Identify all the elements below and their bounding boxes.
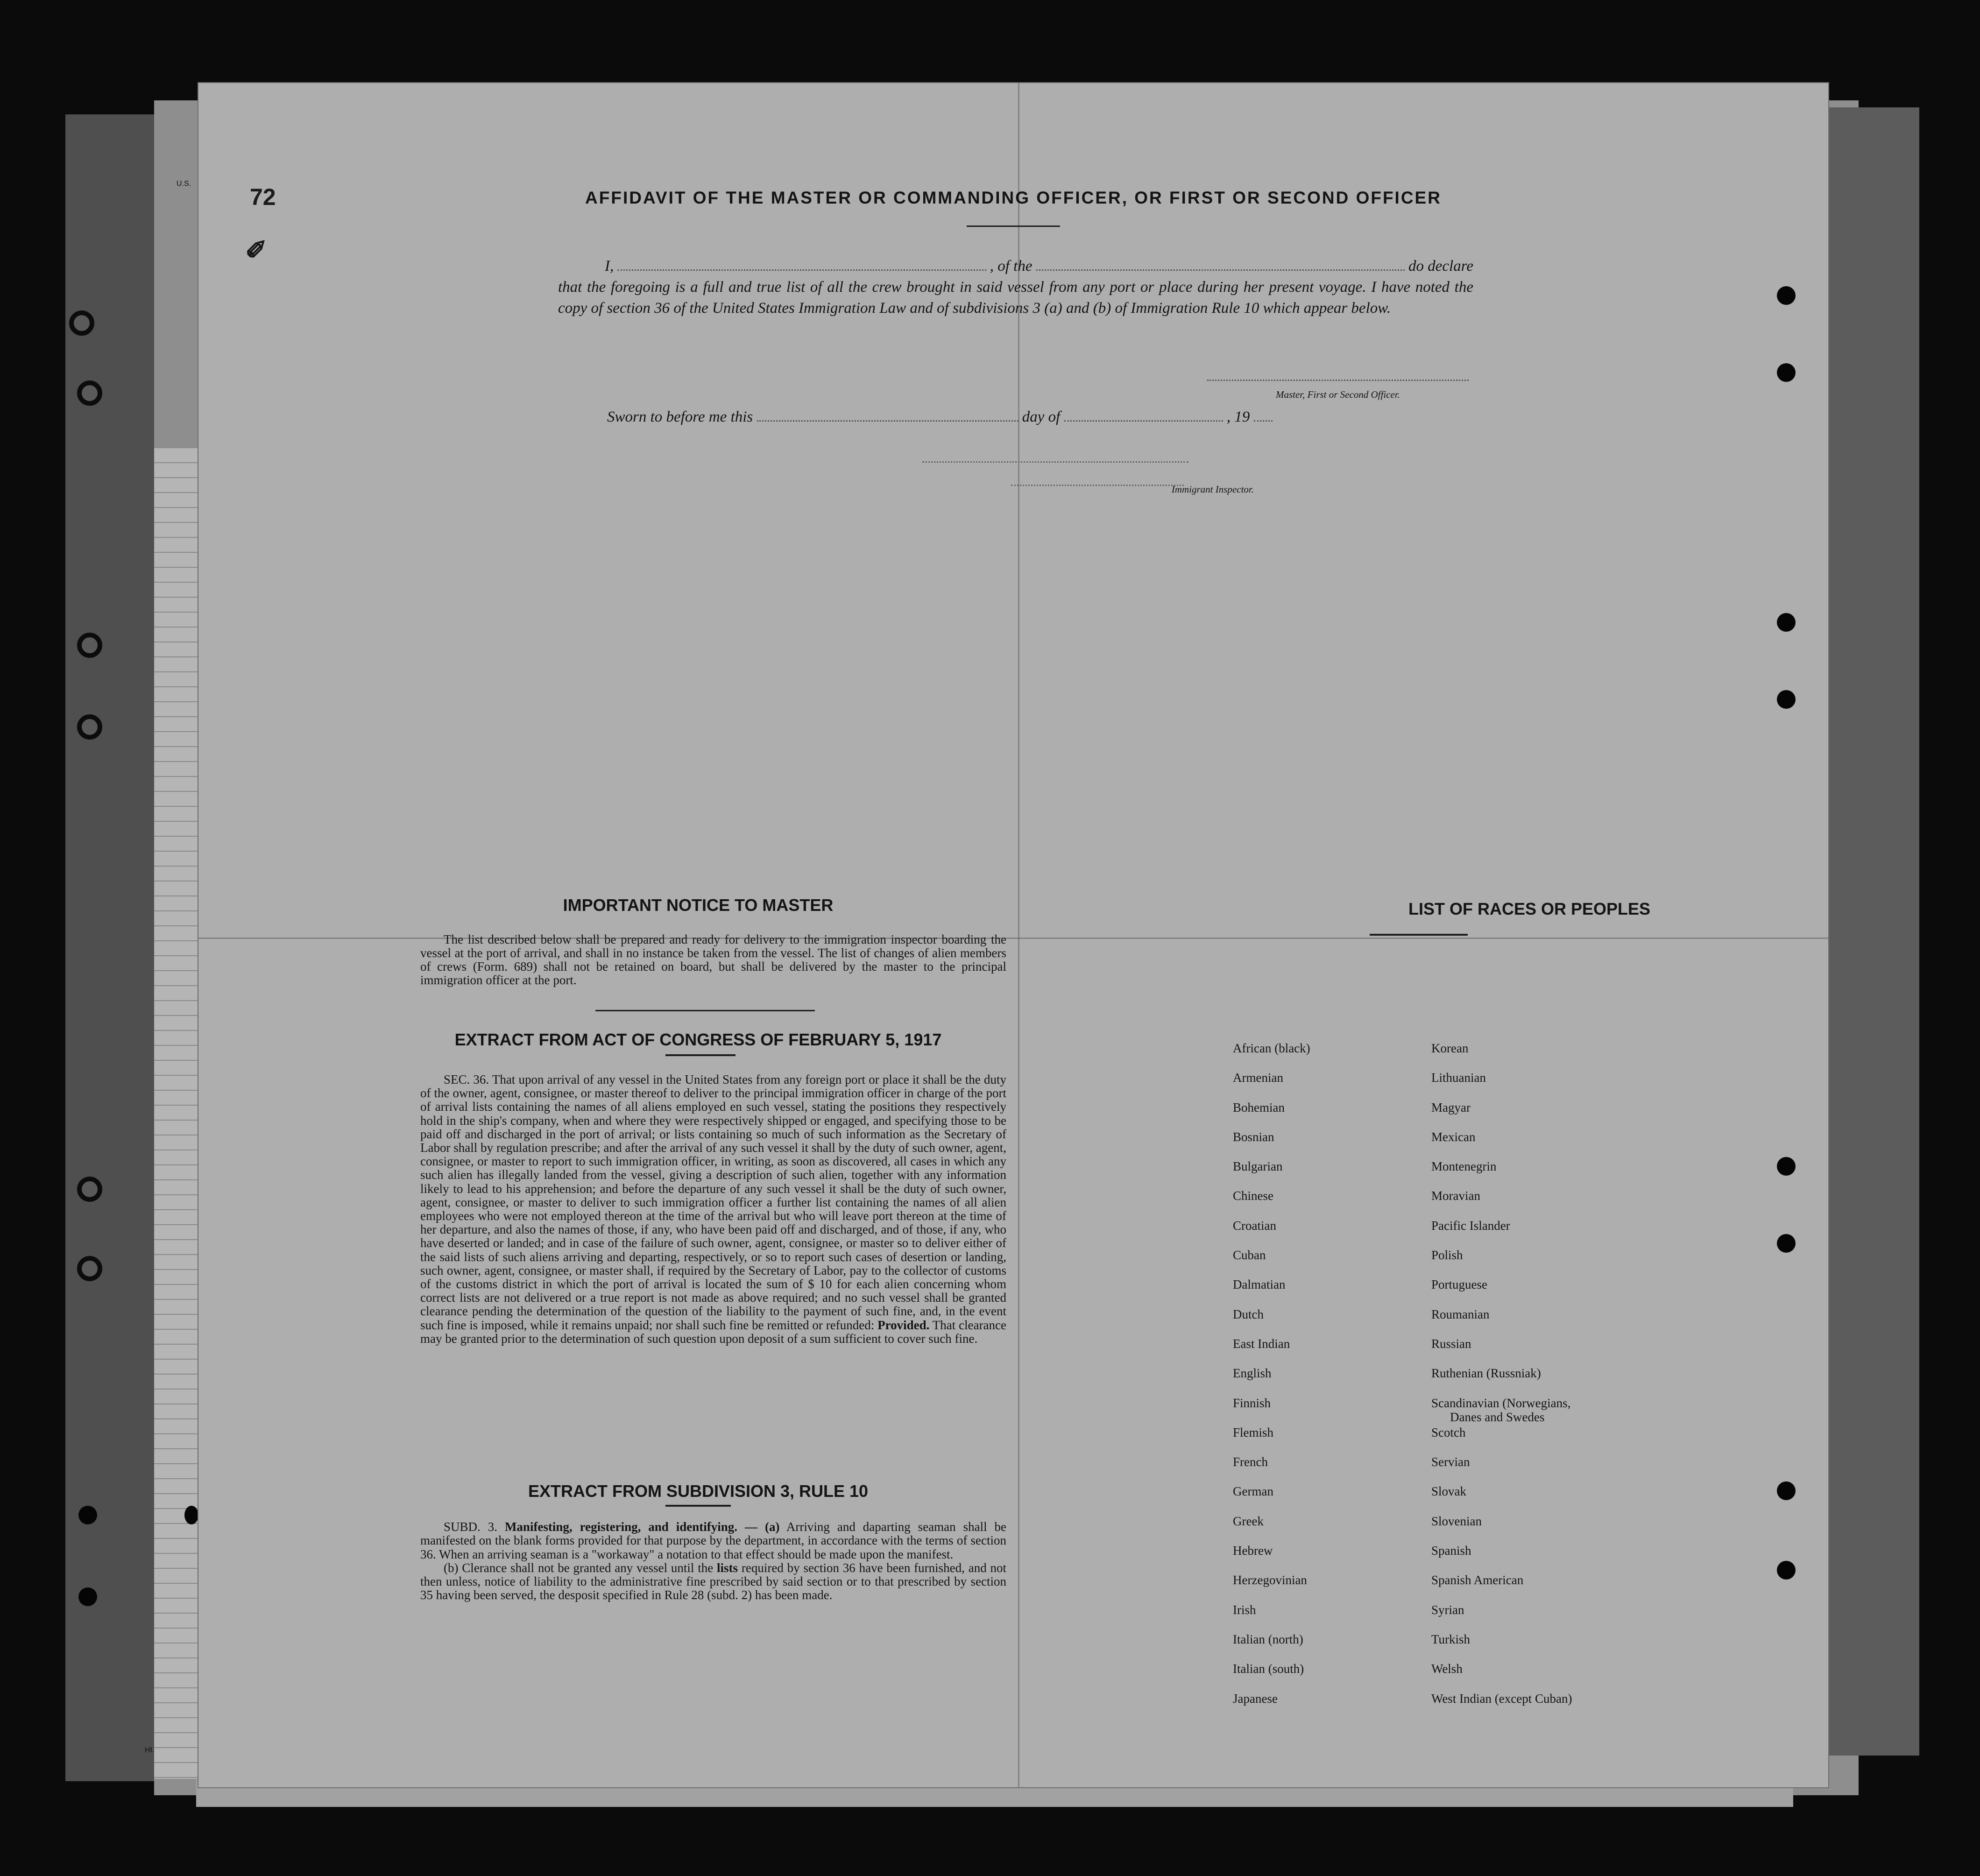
- sec36-body: [420, 1073, 1006, 1346]
- race-item: Bosnian: [1233, 1129, 1274, 1144]
- races-column-1: [1233, 1041, 1429, 1721]
- subd-heading: Manifesting, registering, and identifying.: [504, 1520, 738, 1534]
- underlying-bottom-code: HI.: [145, 1746, 155, 1754]
- punch-hole: [1777, 1234, 1796, 1253]
- race-item: Welsh: [1431, 1662, 1463, 1676]
- race-item: Portuguese: [1431, 1277, 1487, 1292]
- punch-hole: [1777, 1157, 1796, 1176]
- race-item: Irish: [1233, 1602, 1256, 1617]
- section-divider: [595, 1010, 815, 1011]
- officer-name-field[interactable]: [617, 269, 986, 271]
- punch-hole: [78, 1506, 97, 1524]
- race-item: Bohemian: [1233, 1100, 1285, 1114]
- race-item-two-line: [1431, 1396, 1711, 1425]
- race-item: African (black): [1233, 1041, 1310, 1055]
- subd3-paragraph-b: [420, 1561, 1006, 1602]
- race-item: Spanish American: [1431, 1573, 1524, 1587]
- race-item: Dalmatian: [1233, 1277, 1286, 1292]
- punch-hole: [1777, 1561, 1796, 1580]
- race-item: West Indian (except Cuban): [1431, 1691, 1572, 1706]
- subd-lead: SUBD. 3.: [444, 1520, 497, 1534]
- sec36-text: SEC. 36. That upon arrival of any vessel in the United States from any foreign port or place it shall be the duty of the owner, agent, consignee, or master thereof to deliver to the principal immigration officer in charge of the port of arrival lists containing the names of all aliens employed en such vessel, stating the positions they respectively hold in the ship's company, when and where they were respectively shipped or engaged, and specifying those to be paid off and discharged in the port of arrival; or lists containing so much of such information as the Secretary of Labor shall by regulation prescribe; and after the arrival of any such vessel it shall by the duty of such owner, agent, consignee, or master to report to such immigration officer, in writing, as soon as discovered, all cases in which any such alien has illegally landed from the vessel, giving a description of such alien, together with any information likely to lead to his apprehension; and before the departure of any such vessel it shall be the duty of such owner, agent, consignee, or master to deliver to such immigration officer a further list containing the names of all alien employees who were not employed thereon at the time of the arrival but who will leave port thereon at the time of her departure, and also the names of those, if any, who have been paid off and discharged, and of those, if any, who have deserted or landed; and in case of the failure of such owner, agent, consignee, or master so to deliver either of the said lists of such aliens arriving and departing, respectively, or so to report such cases of desertion or landing, such owner, agent, consignee, or master shall, if required by the Secretary of Labor, pay to the collector of customs of the customs district in which the port of arrival is located the sum of $ 10 for each alien concerning whom correct lists are not delivered or a true report is not made as above required; and no such vessel shall be granted clearance pending the determination of the question of the liability to the payment of such fine, and, in the event such fine is imposed, while it remains unpaid; nor shall such fine be remitted or refunded:: [420, 1072, 1006, 1332]
- race-item: Bulgarian: [1233, 1159, 1283, 1174]
- punch-hole: [77, 381, 102, 406]
- punch-hole: [78, 1587, 97, 1606]
- race-item: Ruthenian (Russniak): [1431, 1366, 1541, 1381]
- punch-hole: [69, 310, 94, 336]
- subd3-paragraph-a: [420, 1520, 1006, 1561]
- race-item: Hebrew: [1233, 1544, 1273, 1558]
- underlying-page-right: [1821, 107, 1919, 1756]
- affidavit-body: [558, 256, 1473, 319]
- ruled-paper-edge: [154, 448, 205, 1779]
- subd-b-text: required by section 36 have been furnished, and not then unless, notice of liability to the administrative fine prescribed by said section or to that prescribed by section 35 having been served, the desposit specified in Rule 28 (subd. 2) has been made.: [420, 1560, 1007, 1602]
- race-item: Slovenian: [1431, 1514, 1482, 1528]
- race-item: Lithuanian: [1431, 1071, 1486, 1085]
- race-item: Spanish: [1431, 1544, 1471, 1558]
- title-rule: [967, 226, 1060, 227]
- race-item: French: [1233, 1455, 1268, 1469]
- handwritten-mark: ✐: [245, 235, 267, 265]
- extract-rule-title: EXTRACT FROM SUBDIVISION 3, RULE 10: [528, 1481, 869, 1501]
- subd3-body: [420, 1520, 1006, 1602]
- race-item: Moravian: [1431, 1189, 1480, 1203]
- race-item: Korean: [1431, 1041, 1469, 1055]
- race-item: Dutch: [1233, 1307, 1264, 1321]
- sworn-month-field[interactable]: [1064, 420, 1223, 422]
- master-signature-label: Master, First or Second Officer.: [1276, 389, 1400, 400]
- extract-act-title: EXTRACT FROM ACT OF CONGRESS OF FEBRUARY 5, 1917: [454, 1030, 942, 1049]
- notice-title: IMPORTANT NOTICE TO MASTER: [563, 896, 834, 915]
- race-item: Syrian: [1431, 1602, 1464, 1617]
- subd-a-text: Arriving and daparting seaman shall be manifested on the blank forms provided for that purpose by the department, in accordance with the terms of section 36. When an arriving seaman is a "workaway" a notation to that effect should be made upon the manifest.: [420, 1520, 1007, 1561]
- punch-hole: [1777, 363, 1796, 382]
- race-item: Greek: [1233, 1514, 1264, 1528]
- sworn-day-field[interactable]: [757, 420, 1018, 422]
- race-item: Italian (north): [1233, 1632, 1303, 1646]
- punch-hole: [1777, 613, 1796, 632]
- punch-hole: [184, 1506, 198, 1524]
- race-item: Turkish: [1431, 1632, 1471, 1646]
- sec36-tail: That clearance may be granted prior to the determination of such question upon deposit of a sum sufficient to cover such fine.: [420, 1318, 1007, 1346]
- race-item: German: [1233, 1484, 1273, 1499]
- do-declare-label: do declare: [1408, 258, 1473, 275]
- race-item-continuation: Danes and Swedes: [1450, 1410, 1545, 1424]
- race-item: Magyar: [1431, 1100, 1471, 1114]
- affidavit-declaration-line: [558, 256, 1473, 277]
- race-item: Scandinavian (Norwegians,: [1431, 1396, 1571, 1410]
- affidavit-sheet: [198, 83, 1828, 1787]
- title-rule: [665, 1505, 731, 1507]
- punch-hole: [77, 1177, 102, 1202]
- race-item: Slovak: [1431, 1484, 1467, 1499]
- inspector-label: Immigrant Inspector.: [1171, 484, 1254, 495]
- race-item: Italian (south): [1233, 1662, 1304, 1676]
- sworn-year-field[interactable]: [1254, 420, 1273, 422]
- race-item: Finnish: [1233, 1396, 1271, 1410]
- races-title: LIST OF RACES OR PEOPLES: [1408, 899, 1651, 918]
- race-item: East Indian: [1233, 1336, 1290, 1351]
- race-item: Japanese: [1233, 1691, 1278, 1706]
- races-column-2: [1431, 1041, 1711, 1721]
- punch-hole: [1777, 690, 1796, 709]
- punch-hole: [77, 714, 102, 740]
- race-item: Mexican: [1431, 1129, 1476, 1144]
- punch-hole: [1777, 286, 1796, 305]
- of-the-label: , of the: [990, 258, 1032, 275]
- subd-a-label: — (a): [745, 1520, 780, 1534]
- sworn-line: [607, 409, 1273, 426]
- year-label: , 19: [1226, 409, 1250, 425]
- inspector-signature-field[interactable]: [922, 461, 1188, 463]
- punch-hole: [77, 633, 102, 658]
- race-item: Russian: [1431, 1336, 1471, 1351]
- punch-hole: [1777, 1481, 1796, 1500]
- page-number: 72: [250, 184, 276, 210]
- subd-b-lists: lists: [717, 1560, 738, 1575]
- race-item: Cuban: [1233, 1248, 1266, 1262]
- notice-body: The list described below shall be prepared and ready for delivery to the immigration inspector boarding the vessel at the port of arrival, and shall in no instance be taken from the vessel. The list of changes of alien members of crews (Form. 689) shall not be retained on board, but shall be delivered by the master to the principal immigration officer at the port.: [420, 932, 1006, 987]
- day-of-label: day of: [1022, 409, 1061, 425]
- affidavit-title: AFFIDAVIT OF THE MASTER OR COMMANDING OFFICER, OR FIRST OR SECOND OFFICER: [585, 188, 1442, 207]
- title-rule: [1370, 934, 1468, 936]
- race-item: Herzegovinian: [1233, 1573, 1307, 1587]
- fold-crease-vertical: [1018, 83, 1019, 1787]
- sworn-label: Sworn to before me this: [607, 409, 753, 425]
- master-signature-field[interactable]: [1207, 380, 1469, 381]
- race-item: Servian: [1431, 1455, 1470, 1469]
- affidavit-statement: that the foregoing is a full and true list of all the crew brought in said vessel from any port or place during her present voyage. I have noted the copy of section 36 of the United States Immigration Law and of subdivisions 3 (a) and (b) of Immigration Rule 10 which appear below.: [558, 279, 1473, 317]
- race-item: Polish: [1431, 1248, 1463, 1262]
- underlying-form-code: U.S.: [177, 180, 191, 188]
- i-label: I,: [605, 258, 614, 275]
- race-item: English: [1233, 1366, 1272, 1381]
- vessel-name-field[interactable]: [1036, 269, 1405, 271]
- subd-b-lead: (b) Clerance shall not be granted any vessel until the: [444, 1560, 714, 1575]
- race-item: Chinese: [1233, 1189, 1273, 1203]
- race-item: Montenegrin: [1431, 1159, 1497, 1174]
- punch-hole: [77, 1256, 102, 1281]
- race-item: Pacific Islander: [1431, 1218, 1510, 1233]
- title-rule: [665, 1054, 735, 1056]
- race-item: Roumanian: [1431, 1307, 1490, 1321]
- race-item: Scotch: [1431, 1425, 1466, 1439]
- race-item: Flemish: [1233, 1425, 1274, 1439]
- provided-label: Provided.: [877, 1318, 930, 1332]
- race-item: Armenian: [1233, 1071, 1283, 1085]
- race-item: Croatian: [1233, 1218, 1276, 1233]
